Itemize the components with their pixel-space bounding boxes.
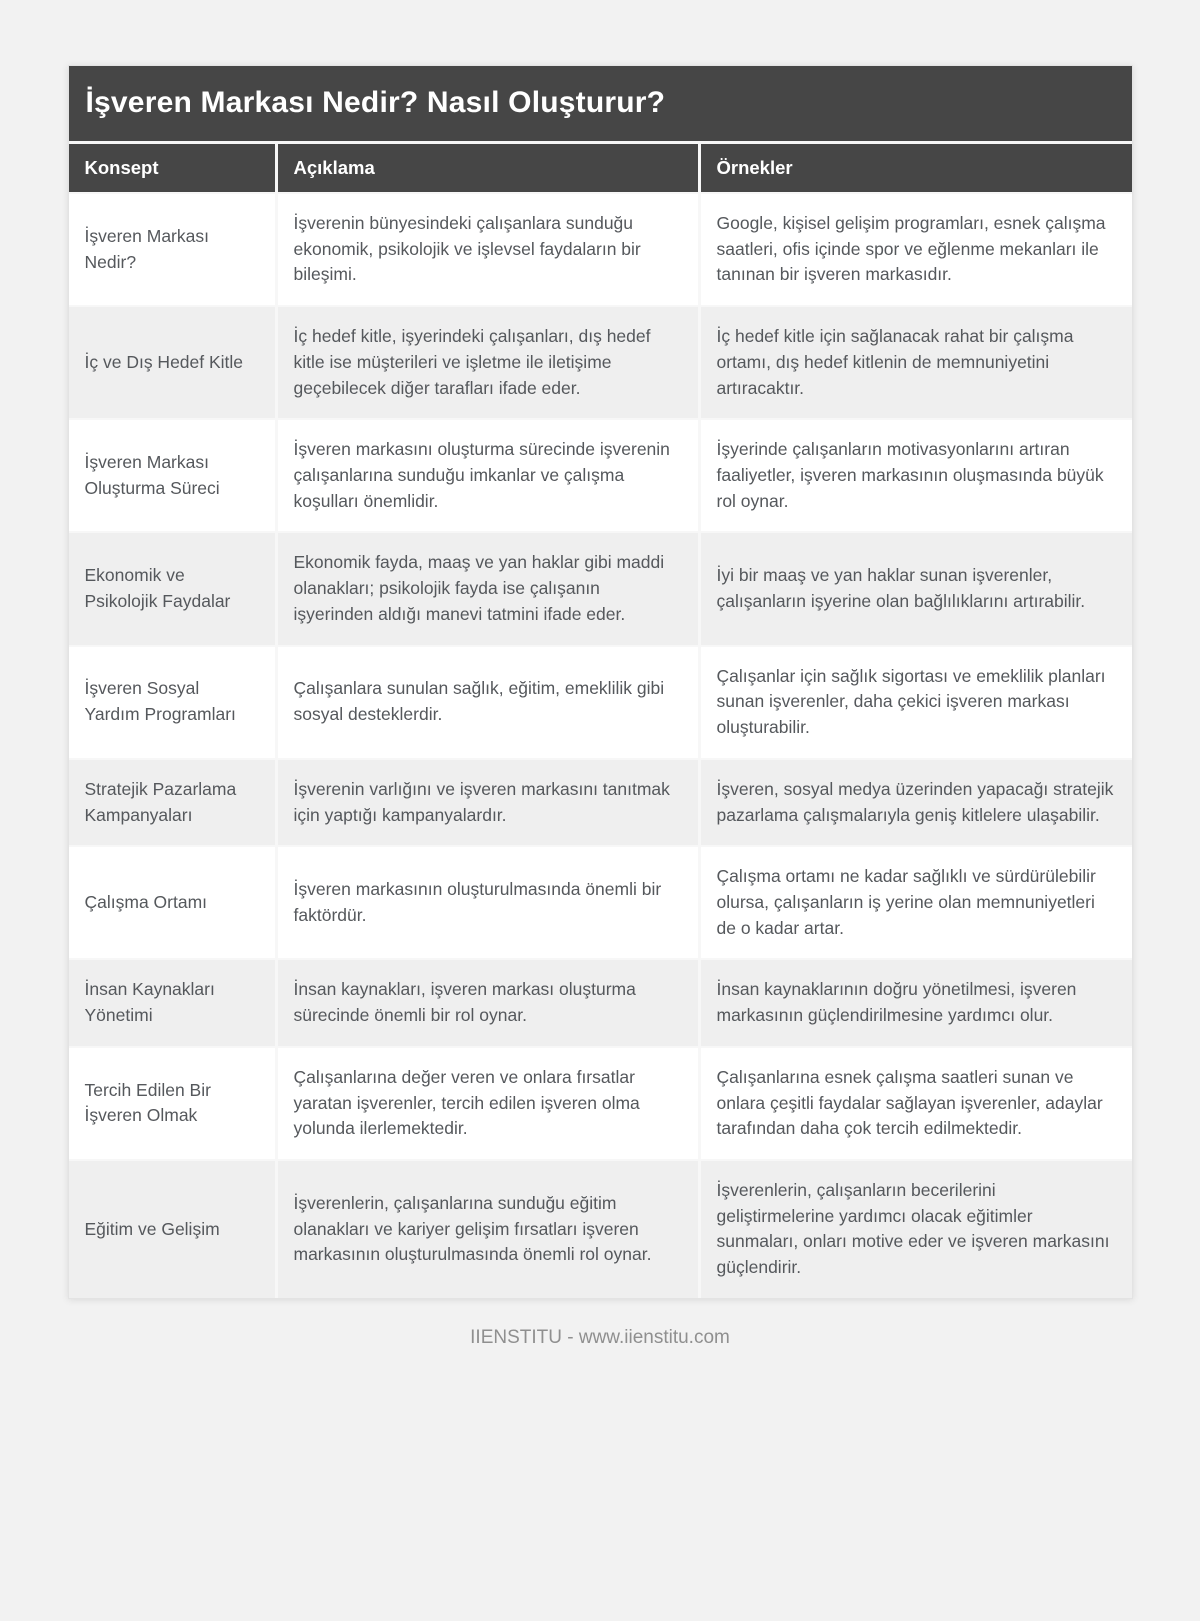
concept-cell: İnsan Kaynakları Yönetimi <box>69 960 275 1045</box>
column-header-konsept: Konsept <box>69 144 275 192</box>
table-header-row <box>69 144 1132 192</box>
examples-cell: İyi bir maaş ve yan haklar sunan işverenler, çalışanların işyerine olan bağlılıklarını artırabilir. <box>701 533 1132 644</box>
examples-cell: İşveren, sosyal medya üzerinden yapacağı stratejik pazarlama çalışmalarıyla geniş kitlelere ulaşabilir. <box>701 760 1132 845</box>
concept-cell: İşveren Sosyal Yardım Programları <box>69 647 275 758</box>
examples-cell: İşyerinde çalışanların motivasyonlarını artıran faaliyetler, işveren markasının oluşmasında büyük rol oynar. <box>701 420 1132 531</box>
concept-cell: Tercih Edilen Bir İşveren Olmak <box>69 1048 275 1159</box>
table-row <box>69 847 1132 958</box>
examples-cell: Çalışma ortamı ne kadar sağlıklı ve sürdürülebilir olursa, çalışanların iş yerine olan memnuniyetleri de o kadar artar. <box>701 847 1132 958</box>
examples-cell: Çalışanlarına esnek çalışma saatleri sunan ve onlara çeşitli faydalar sağlayan işverenler, adaylar tarafından daha çok tercih edilmektedir. <box>701 1048 1132 1159</box>
concept-cell: İç ve Dış Hedef Kitle <box>69 307 275 418</box>
page-title: İşveren Markası Nedir? Nasıl Oluşturur? <box>69 66 1132 141</box>
concept-cell: Stratejik Pazarlama Kampanyaları <box>69 760 275 845</box>
description-cell: Çalışanlarına değer veren ve onlara fırsatlar yaratan işverenler, tercih edilen işveren olma yolunda ilerlemektedir. <box>278 1048 698 1159</box>
examples-cell: İşverenlerin, çalışanların becerilerini geliştirmelerine yardımcı olacak eğitimler sunmaları, onları motive eder ve işveren markasını güçlendirir. <box>701 1161 1132 1298</box>
table-row <box>69 420 1132 531</box>
description-cell: İşveren markasının oluşturulmasında önemli bir faktördür. <box>278 847 698 958</box>
employer-brand-table <box>68 65 1133 1299</box>
footer-credit: IIENSTITU - www.iienstitu.com <box>470 1326 730 1348</box>
concept-cell: İşveren Markası Oluşturma Süreci <box>69 420 275 531</box>
description-cell: İşverenin bünyesindeki çalışanlara sunduğu ekonomik, psikolojik ve işlevsel faydaların bir bileşimi. <box>278 194 698 305</box>
column-header-aciklama: Açıklama <box>278 144 698 192</box>
description-cell: Ekonomik fayda, maaş ve yan haklar gibi maddi olanakları; psikolojik fayda ise çalışanın işyerinden aldığı manevi tatmini ifade eder. <box>278 533 698 644</box>
description-cell: İşverenlerin, çalışanlarına sunduğu eğitim olanakları ve kariyer gelişim fırsatları işveren markasının oluşturulmasında önemli rol oynar. <box>278 1161 698 1298</box>
column-header-ornekler: Örnekler <box>701 144 1132 192</box>
description-cell: İnsan kaynakları, işveren markası oluşturma sürecinde önemli bir rol oynar. <box>278 960 698 1045</box>
table-row <box>69 647 1132 758</box>
examples-cell: İnsan kaynaklarının doğru yönetilmesi, işveren markasının güçlendirilmesine yardımcı olur. <box>701 960 1132 1045</box>
description-cell: İşveren markasını oluşturma sürecinde işverenin çalışanlarına sunduğu imkanlar ve çalışma koşulları önemlidir. <box>278 420 698 531</box>
description-cell: Çalışanlara sunulan sağlık, eğitim, emeklilik gibi sosyal desteklerdir. <box>278 647 698 758</box>
table-row <box>69 307 1132 418</box>
table-row <box>69 533 1132 644</box>
examples-cell: İç hedef kitle için sağlanacak rahat bir çalışma ortamı, dış hedef kitlenin de memnuniyetini artıracaktır. <box>701 307 1132 418</box>
examples-cell: Çalışanlar için sağlık sigortası ve emeklilik planları sunan işverenler, daha çekici işveren markası oluşturabilir. <box>701 647 1132 758</box>
concept-cell: Ekonomik ve Psikolojik Faydalar <box>69 533 275 644</box>
description-cell: İşverenin varlığını ve işveren markasını tanıtmak için yaptığı kampanyalardır. <box>278 760 698 845</box>
table-row <box>69 960 1132 1045</box>
concept-cell: İşveren Markası Nedir? <box>69 194 275 305</box>
table-row <box>69 760 1132 845</box>
examples-cell: Google, kişisel gelişim programları, esnek çalışma saatleri, ofis içinde spor ve eğlenme mekanları ile tanınan bir işveren markasıdır. <box>701 194 1132 305</box>
concept-cell: Çalışma Ortamı <box>69 847 275 958</box>
table-row <box>69 194 1132 305</box>
table-row <box>69 1161 1132 1298</box>
concept-cell: Eğitim ve Gelişim <box>69 1161 275 1298</box>
description-cell: İç hedef kitle, işyerindeki çalışanları, dış hedef kitle ise müşterileri ve işletme ile iletişime geçebilecek diğer tarafları ifade eder. <box>278 307 698 418</box>
table-row <box>69 1048 1132 1159</box>
